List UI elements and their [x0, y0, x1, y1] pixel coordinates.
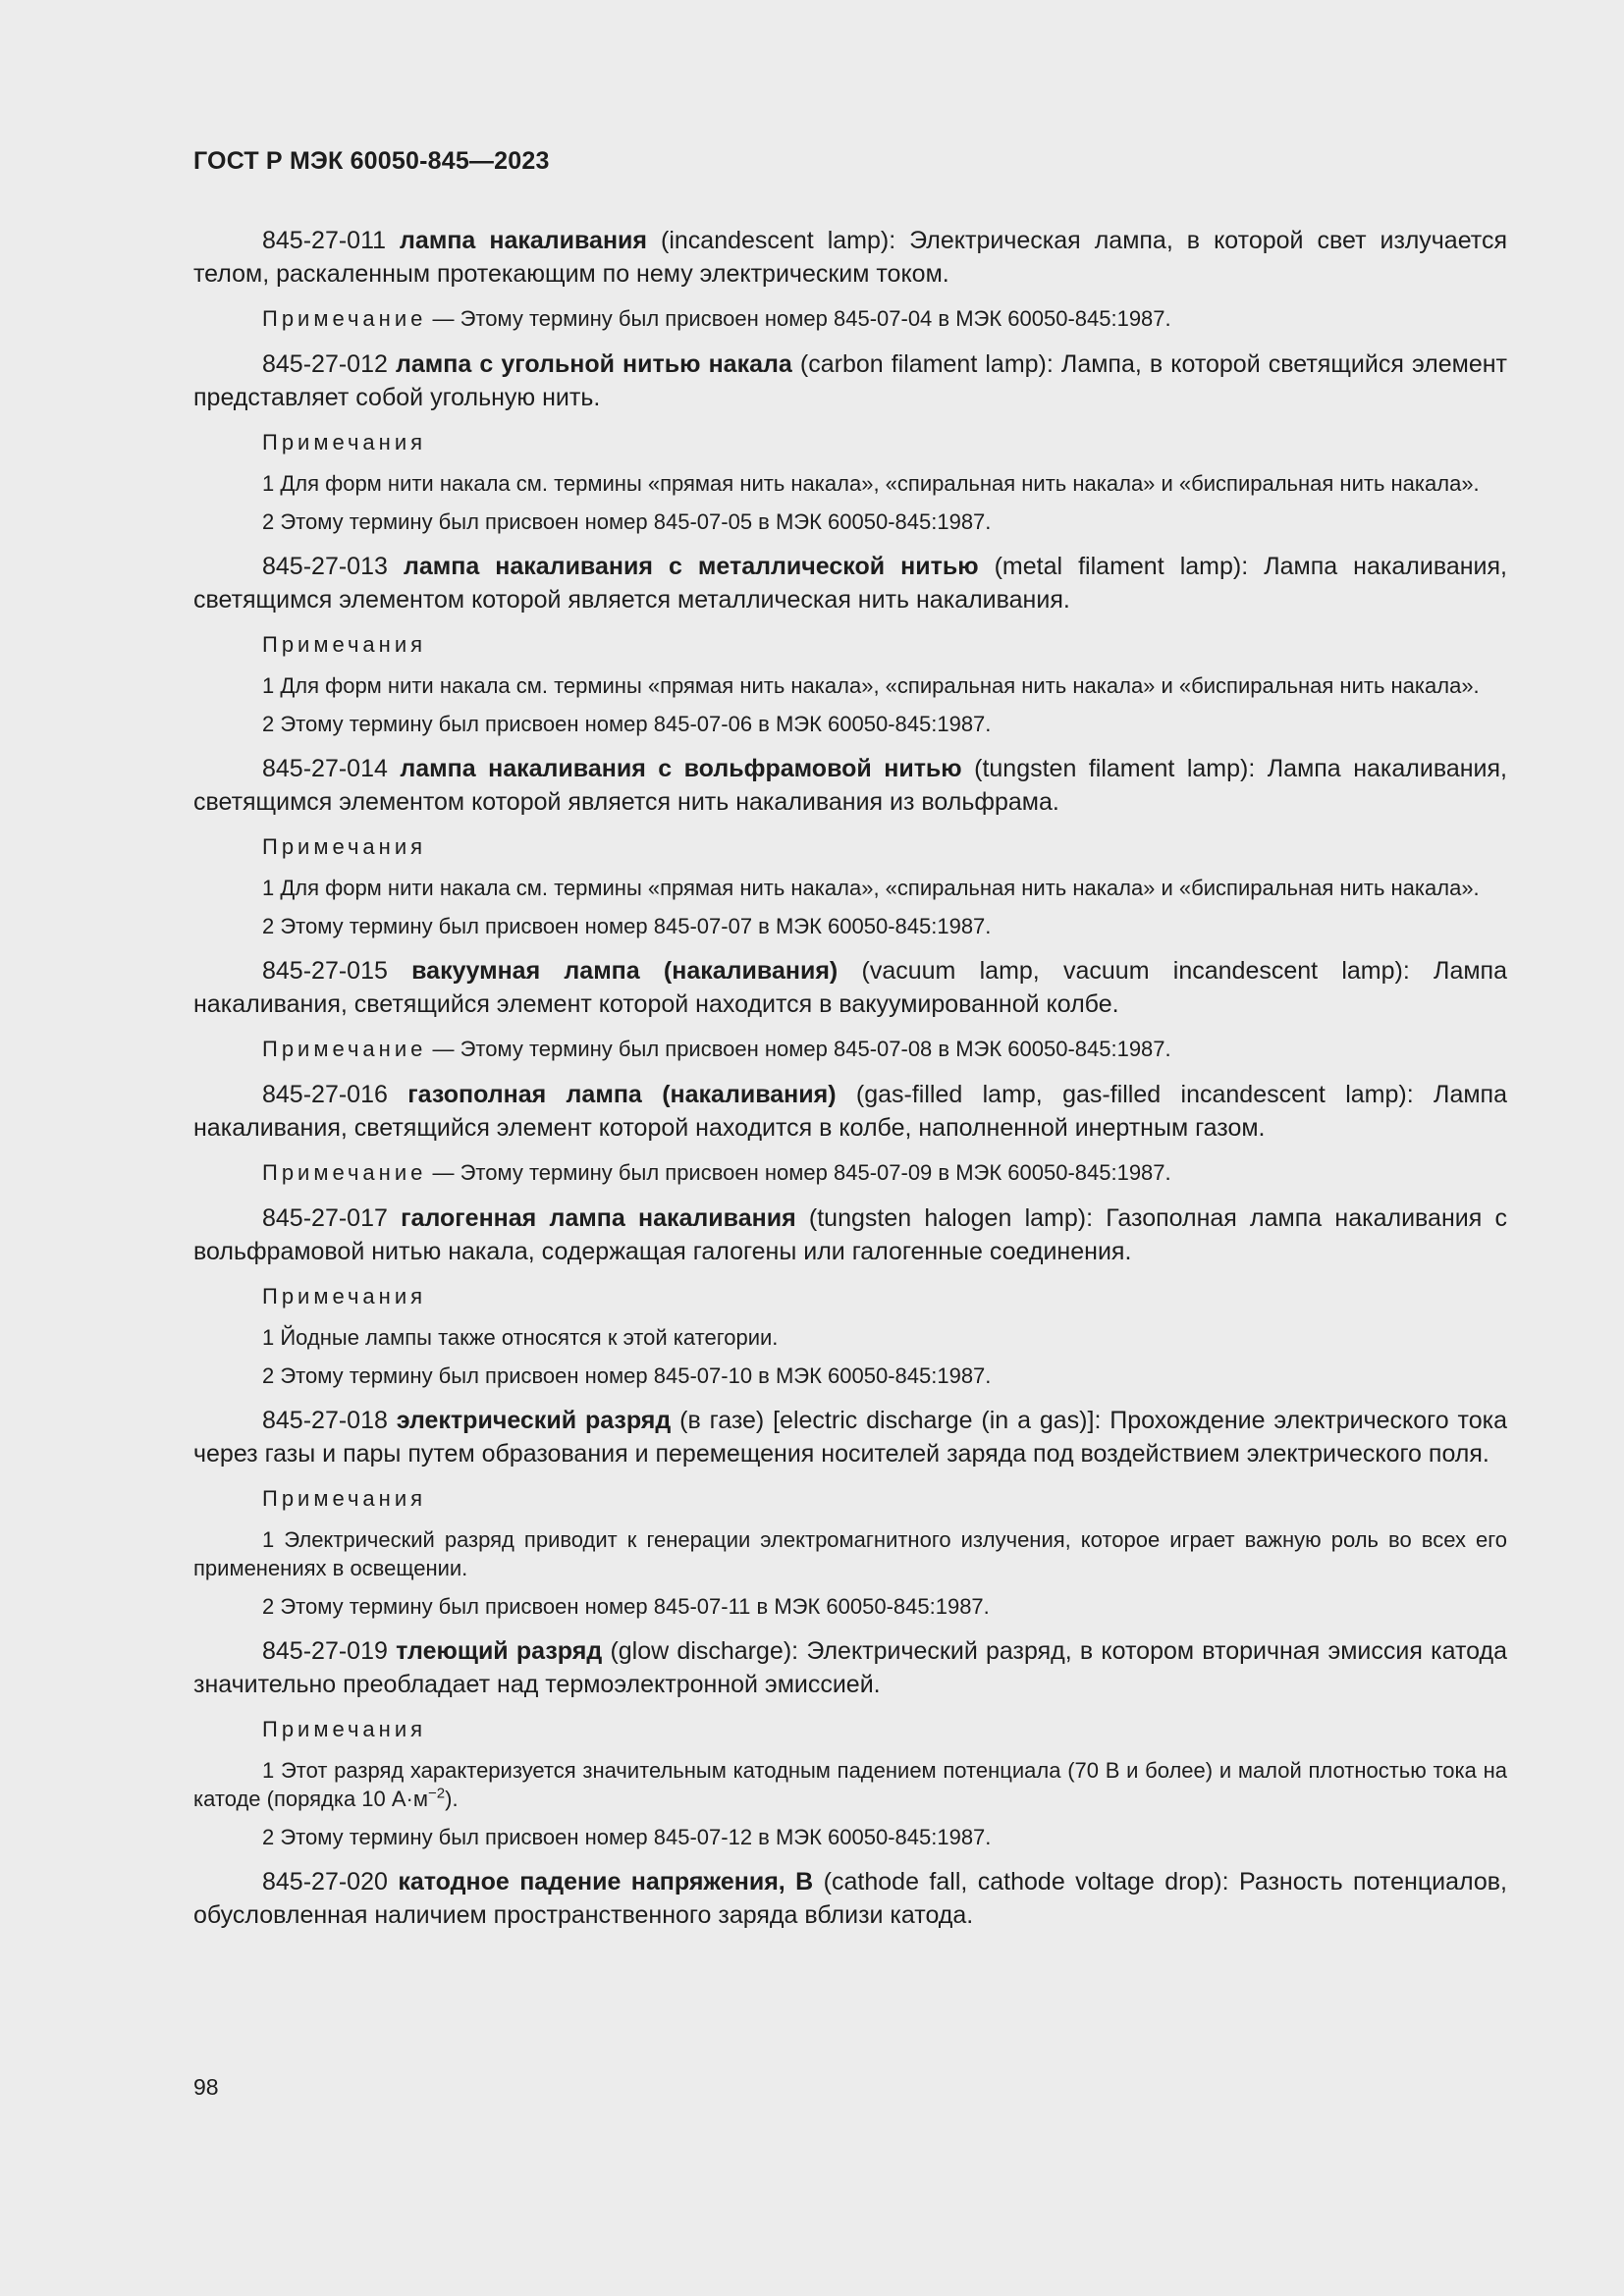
note-item: 2 Этому термину был присвоен номер 845-07-11 в МЭК 60050-845:1987.: [262, 1594, 990, 1619]
notes-label: Примечания: [262, 1717, 427, 1741]
term-definition: (glow discharge): Электрический разряд, в котором вторичная эмиссия катода значительно преобладает над термоэлектронной эмиссией.: [193, 1637, 1507, 1698]
term-number: 845-27-011: [262, 227, 387, 254]
note-item: 1 Для форм нити накала см. термины «прямая нить накала», «спиральная нить накала» и «биспиральная нить накала».: [262, 876, 1480, 900]
term-entry: [193, 347, 1507, 414]
note-label: Примечание: [262, 1160, 427, 1185]
note-item: 2 Этому термину был присвоен номер 845-07-12 в МЭК 60050-845:1987.: [262, 1825, 992, 1849]
note-item: 2 Этому термину был присвоен номер 845-07-05 в МЭК 60050-845:1987.: [262, 509, 992, 534]
term-entry: [193, 1404, 1507, 1470]
notes-label: Примечания: [262, 834, 427, 859]
note-item: 1 Йодные лампы также относятся к этой категории.: [262, 1325, 779, 1350]
term-entry: [193, 224, 1507, 291]
note-item: 1 Для форм нити накала см. термины «прямая нить накала», «спиральная нить накала» и «биспиральная нить накала».: [262, 673, 1480, 698]
page-header: ГОСТ Р МЭК 60050-845—2023: [193, 147, 550, 175]
term-entry: [193, 1078, 1507, 1145]
note-item: [193, 1756, 1507, 1813]
note: [193, 1035, 1507, 1064]
term-name: вакуумная лампа (накаливания): [411, 957, 839, 985]
term-definition: (metal filament lamp): Лампа накаливания, светящимся элементом которой является металлическая нить накаливания.: [193, 553, 1507, 614]
term-number: 845-27-017: [262, 1204, 388, 1232]
term-number: 845-27-012: [262, 350, 388, 378]
note-text: — Этому термину был присвоен номер 845-07-08 в МЭК 60050-845:1987.: [432, 1037, 1171, 1061]
term-definition: (vacuum lamp, vacuum incandescent lamp): Лампа накаливания, светящийся элемент которой находится в вакуумированной колбе.: [193, 957, 1507, 1018]
term-definition: (tungsten halogen lamp): Газополная лампа накаливания с вольфрамовой нитью накала, содержащая галогены или галогенные соединения.: [193, 1204, 1507, 1265]
term-name: лампа накаливания с вольфрамовой нитью: [400, 755, 962, 782]
notes-label: Примечания: [262, 1284, 427, 1308]
note-item: 1 Электрический разряд приводит к генерации электромагнитного излучения, которое играет важную роль во всех его применениях в освещении.: [193, 1527, 1507, 1580]
term-number: 845-27-014: [262, 755, 388, 782]
term-entry: [193, 1201, 1507, 1268]
notes-label: Примечания: [262, 430, 427, 454]
term-definition: (carbon filament lamp): Лампа, в которой светящийся элемент представляет собой угольную нить.: [193, 350, 1507, 411]
term-number: 845-27-020: [262, 1868, 388, 1896]
note-label: Примечание: [262, 1037, 427, 1061]
term-entry: [193, 954, 1507, 1021]
note: [193, 304, 1507, 334]
term-definition: (в газе) [electric discharge (in a gas)]: Прохождение электрического тока через газы и пары путем образования и перемещения носителей заряда под воздействием электрического поля.: [193, 1407, 1507, 1468]
term-definition: (gas-filled lamp, gas-filled incandescent lamp): Лампа накаливания, светящийся элемент которой находится в колбе, наполненной инертным газом.: [193, 1081, 1507, 1142]
note-text: 1 Этот разряд характеризуется значительным катодным падением потенциала (70 В и более) и малой плотностью тока на катоде (порядка 10 А·м: [193, 1758, 1507, 1811]
term-name: катодное падение напряжения, B: [398, 1868, 814, 1896]
notes-label: Примечания: [262, 1486, 427, 1511]
page-number: 98: [193, 2074, 219, 2100]
term-entry: [193, 1865, 1507, 1932]
term-definition: (tungsten filament lamp): Лампа накаливания, светящимся элементом которой является нить накаливания из вольфрама.: [193, 755, 1507, 816]
note-text: — Этому термину был присвоен номер 845-07-09 в МЭК 60050-845:1987.: [432, 1160, 1171, 1185]
term-definition: (incandescent lamp): Электрическая лампа, в которой свет излучается телом, раскаленным протекающим по нему электрическим током.: [193, 227, 1507, 288]
note: [193, 1158, 1507, 1188]
note-item: 2 Этому термину был присвоен номер 845-07-10 в МЭК 60050-845:1987.: [262, 1363, 992, 1388]
term-number: 845-27-013: [262, 553, 388, 580]
superscript: −2: [428, 1785, 446, 1802]
term-number: 845-27-019: [262, 1637, 388, 1665]
term-name: электрический разряд: [396, 1407, 672, 1434]
note-text: — Этому термину был присвоен номер 845-07-04 в МЭК 60050-845:1987.: [432, 306, 1171, 331]
term-definition: (cathode fall, cathode voltage drop): Разность потенциалов, обусловленная наличием пространственного заряда вблизи катода.: [193, 1868, 1507, 1929]
note-label: Примечание: [262, 306, 427, 331]
document-body: [193, 224, 1507, 1946]
term-name: лампа накаливания с металлической нитью: [403, 553, 979, 580]
term-name: галогенная лампа накаливания: [401, 1204, 796, 1232]
term-number: 845-27-018: [262, 1407, 388, 1434]
note-item: 2 Этому термину был присвоен номер 845-07-06 в МЭК 60050-845:1987.: [262, 712, 992, 736]
term-number: 845-27-015: [262, 957, 388, 985]
term-name: лампа с угольной нитью накала: [395, 350, 792, 378]
note-item: 1 Для форм нити накала см. термины «прямая нить накала», «спиральная нить накала» и «биспиральная нить накала».: [262, 471, 1480, 496]
notes-label: Примечания: [262, 632, 427, 657]
term-entry: [193, 752, 1507, 819]
term-entry: [193, 1634, 1507, 1701]
term-number: 845-27-016: [262, 1081, 388, 1108]
term-name: газополная лампа (накаливания): [407, 1081, 837, 1108]
term-entry: [193, 550, 1507, 616]
note-item: 2 Этому термину был присвоен номер 845-07-07 в МЭК 60050-845:1987.: [262, 914, 992, 938]
note-text: ).: [445, 1787, 459, 1811]
term-name: тлеющий разряд: [396, 1637, 603, 1665]
term-name: лампа накаливания: [400, 227, 648, 254]
